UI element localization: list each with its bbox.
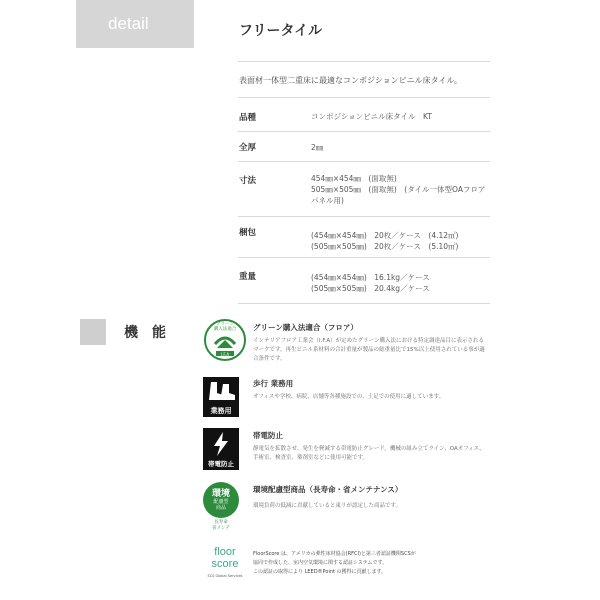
desc-line: この認証の取得により LEED®Point の獲得に貢献します。 (253, 569, 387, 575)
icon-caption: 帯電防止 (208, 460, 234, 468)
icon-caption: score (211, 558, 239, 570)
feature-title: 歩行 業務用 (253, 379, 294, 388)
icon-caption: グリーン (216, 322, 234, 327)
spec-label-weight: 重量 (239, 272, 257, 282)
feature-desc (253, 550, 493, 577)
feature-desc (253, 502, 493, 511)
divider (238, 61, 490, 62)
spec-line: (505㎜×505㎜) 20枚／ケース (5.10㎡) (311, 242, 459, 251)
icon-caption: 業務用 (210, 407, 232, 415)
divider (238, 257, 490, 258)
spec-value-thickness (311, 142, 491, 153)
icon-caption: SCS Global Services (207, 574, 243, 578)
icon-caption: 省メンテ (212, 526, 230, 531)
spec-line: パネル用) (311, 196, 344, 205)
icon-caption: 商品 (215, 505, 226, 511)
spec-label-packing: 梱包 (239, 228, 257, 238)
divider (238, 303, 490, 304)
divider (238, 131, 490, 132)
divider (238, 97, 490, 98)
spec-line: (505㎜×505㎜) 20.4kg／ケース (311, 284, 430, 293)
features-heading: 機能 (124, 325, 180, 341)
spec-label-thickness: 全厚 (239, 143, 257, 153)
spec-value-packing (311, 230, 491, 252)
icon-caption: 長寿命 (214, 520, 228, 525)
detail-tab-label: detail (108, 14, 149, 33)
desc-line: 手術室、検査室、薬剤室などに使用可能です。 (253, 455, 369, 461)
spec-line: 505㎜×505㎜ (面取無) (タイル一体型OAフロア (311, 185, 486, 194)
feature-title: グリーン購入法適合（フロア） (253, 323, 358, 332)
desc-line: 協同で作成した、室内空気環境に関する認証システムです。 (253, 560, 388, 566)
spec-value-size (311, 173, 491, 206)
spec-label-size: 寸法 (239, 176, 257, 186)
boots-icon (203, 377, 239, 417)
spec-label-type: 品種 (239, 113, 257, 123)
spec-line: (454㎜×454㎜) 20枚／ケース (4.12㎡) (311, 231, 459, 240)
desc-line: 合条件です。 (253, 356, 286, 362)
eco-icon (203, 482, 239, 534)
divider (238, 161, 490, 162)
spec-line: コンポジションビニル床タイル KT (311, 112, 432, 121)
desc-line: FloorScore は、アメリカの弾性床材協会(RFCI)と第三者認証機関SCSが (253, 551, 416, 557)
floorscore-icon (203, 544, 247, 596)
intro-text: 表面材一体型二重床に最適なコンポジションビニル床タイル。 (239, 76, 462, 85)
desc-line: オフィスや学校、病院、店舗等各種施設での、土足での使用に適しています。 (253, 394, 445, 400)
icon-caption: I.F.A (220, 352, 230, 357)
icon-caption: 環境 (211, 489, 230, 499)
product-title: フリータイル (239, 23, 323, 39)
desc-line: インテリアフロア工業会（I.F.A）が定めたグリーン購入法における特定調達品目に表示される (253, 338, 485, 344)
section-marker (80, 319, 106, 345)
icon-caption: 配慮型 (213, 499, 229, 505)
green-purchase-icon (203, 318, 247, 362)
feature-desc (253, 445, 493, 463)
feature-desc (253, 337, 493, 364)
spec-value-weight (311, 272, 491, 294)
desc-line: 環境負荷の低減に貢献していると東リが認定した商品です。 (253, 503, 402, 509)
divider (238, 216, 490, 217)
detail-tab (76, 0, 194, 48)
spec-line: 2㎜ (311, 143, 324, 152)
lightning-icon (203, 428, 239, 470)
spec-line: 454㎜×454㎜ (面取無) (311, 174, 397, 183)
desc-line: 静電気を拡散させ、発生を軽減する帯電防止グレード。機械の組み立てライン、OAオフィス、 (253, 446, 485, 452)
icon-caption: 購入法適合 (213, 327, 237, 332)
icon-caption: floor (214, 546, 236, 558)
spec-line: (454㎜×454㎜) 16.1kg／ケース (311, 273, 430, 282)
feature-desc (253, 393, 493, 402)
feature-title: 環境配慮型商品（長寿命・省メンテナンス） (253, 485, 403, 494)
feature-title: 帯電防止 (253, 431, 283, 440)
spec-value-type (311, 111, 491, 122)
desc-line: マークです。再生ビニル系材料の合計重量が製品の総重量比で15%以上使用されている事が適 (253, 347, 485, 353)
